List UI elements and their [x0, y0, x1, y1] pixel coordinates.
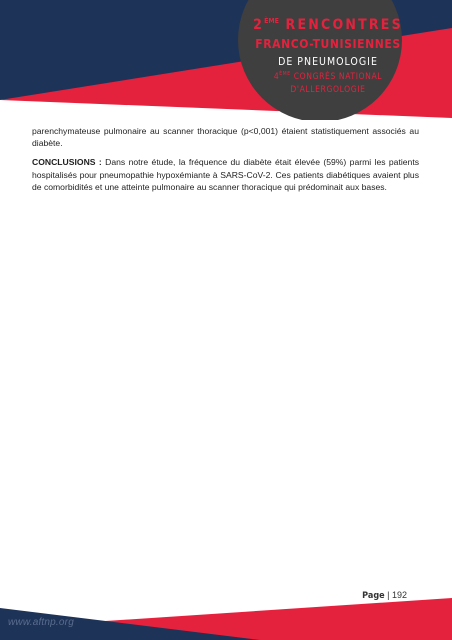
congress-title-line1: 2ÈME RENCONTRES: [253, 17, 403, 33]
page-number-value: 192: [391, 590, 407, 600]
website-link[interactable]: www.aftnp.org: [8, 617, 74, 628]
abstract-body: [32, 125, 419, 200]
conclusions-paragraph: [32, 156, 419, 193]
results-paragraph: parenchymateuse pulmonaire au scanner thoracique (p<0,001) étaient statistiquement associés au diabète.: [32, 126, 419, 149]
conclusions-label: CONCLUSIONS :: [32, 157, 102, 168]
congress-title-line3: DE PNEUMOLOGIE: [278, 56, 378, 68]
page-word: Page: [362, 591, 385, 601]
page-separator: |: [384, 590, 392, 600]
congress-title: [0, 0, 452, 120]
congress-title-line5: D'ALLERGOLOGIE: [290, 85, 366, 95]
conclusions-text: Dans notre étude, la fréquence du diabète était élevée (59%) parmi les patients hospitalisés pour pneumopathie hypoxémiante à SARS-CoV-2. Ces patients diabétiques avaient plus de comorbidités et une atteinte pulmonaire au scanner thoracique qui prédominait aux bases.: [32, 157, 420, 192]
congress-title-line2: FRANCO-TUNISIENNES: [255, 37, 401, 51]
congress-title-line4: 4ÈME CONGRÈS NATIONAL: [273, 71, 383, 82]
